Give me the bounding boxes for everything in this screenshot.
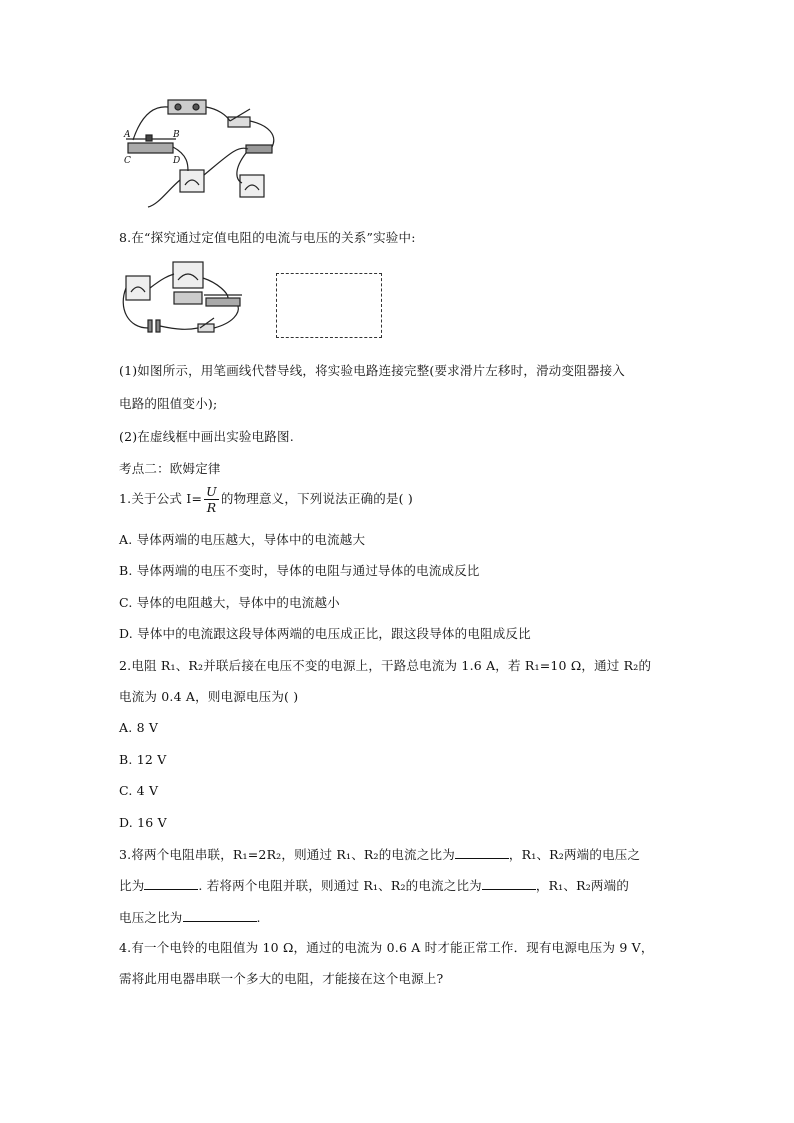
question-2-line-2: 电流为 0.4 A，则电源电压为( ) xyxy=(119,689,299,704)
question-8-title: 8.在“探究通过定值电阻的电流与电压的关系”实验中: xyxy=(119,230,416,245)
question-3-text: ，R₁、R₂两端的 xyxy=(535,878,630,893)
answer-blank-1[interactable] xyxy=(455,846,509,859)
question-3-text: 3.将两个电阻串联，R₁=2R₂，则通过 R₁、R₂的电流之比为 xyxy=(119,847,455,862)
question-1-option-a[interactable]: A. 导体两端的电压越大，导体中的电流越大 xyxy=(119,532,366,547)
answer-blank-4[interactable] xyxy=(183,909,257,922)
question-1-stem-post: 的物理意义，下列说法正确的是( ) xyxy=(220,491,414,506)
dashed-answer-box[interactable] xyxy=(276,273,382,338)
question-2-option-a[interactable]: A. 8 V xyxy=(119,720,159,735)
question-1-option-c[interactable]: C. 导体的电阻越大，导体中的电流越小 xyxy=(119,595,340,610)
answer-blank-2[interactable] xyxy=(144,877,198,890)
formula-fraction xyxy=(204,484,219,515)
question-3-text: 比为 xyxy=(119,878,145,893)
question-1-stem-pre: 1.关于公式 I= xyxy=(119,491,203,506)
terminal-label-a: A xyxy=(124,130,131,140)
question-8-part-1-line-1: (1)如图所示，用笔画线代替导线，将实验电路连接完整(要求滑片左移时，滑动变阻器接入 xyxy=(119,363,625,378)
question-2-line-1: 2.电阻 R₁、R₂并联后接在电压不变的电源上，干路总电流为 1.6 A，若 R₁=10 Ω，通过 R₂的 xyxy=(119,658,652,673)
question-1-option-d[interactable]: D. 导体中的电流跟这段导体两端的电压成正比，跟这段导体的电阻成反比 xyxy=(119,626,531,641)
question-2-option-d[interactable]: D. 16 V xyxy=(119,815,167,830)
fraction-denominator: R xyxy=(206,500,217,515)
question-3-text: . 若将两个电阻并联，则通过 R₁、R₂的电流之比为 xyxy=(198,878,482,893)
question-3-text: ，R₁、R₂两端的电压之 xyxy=(508,847,641,862)
section-heading-ohms-law: 考点二：欧姆定律 xyxy=(119,461,221,476)
question-2-option-c[interactable]: C. 4 V xyxy=(119,783,159,798)
terminal-label-b: B xyxy=(173,130,180,140)
question-1-stem xyxy=(119,482,413,516)
question-3-text: . xyxy=(256,910,261,925)
answer-blank-3[interactable] xyxy=(482,877,536,890)
circuit-figure-2 xyxy=(118,258,248,344)
question-4-line-2: 需将此用电器串联一个多大的电阻，才能接在这个电源上? xyxy=(119,971,444,986)
question-8-part-2: (2)在虚线框中画出实验电路图. xyxy=(119,429,294,444)
question-3-text: 电压之比为 xyxy=(119,910,183,925)
question-3-line-3 xyxy=(119,909,261,926)
question-2-option-b[interactable]: B. 12 V xyxy=(119,752,167,767)
question-4-line-1: 4.有一个电铃的电阻值为 10 Ω，通过的电流为 0.6 A 时才能正常工作．现有电源电压为 9 V， xyxy=(119,940,654,955)
question-1-option-b[interactable]: B. 导体两端的电压不变时，导体的电阻与通过导体的电流成反比 xyxy=(119,563,480,578)
terminal-label-c: C xyxy=(124,156,131,166)
question-3-line-2 xyxy=(119,877,629,894)
terminal-label-d: D xyxy=(173,156,181,166)
question-3-line-1 xyxy=(119,846,640,863)
question-8-part-1-line-2: 电路的阻值变小); xyxy=(119,396,218,411)
fraction-numerator: U xyxy=(206,484,217,499)
circuit-figure-1 xyxy=(118,95,288,210)
